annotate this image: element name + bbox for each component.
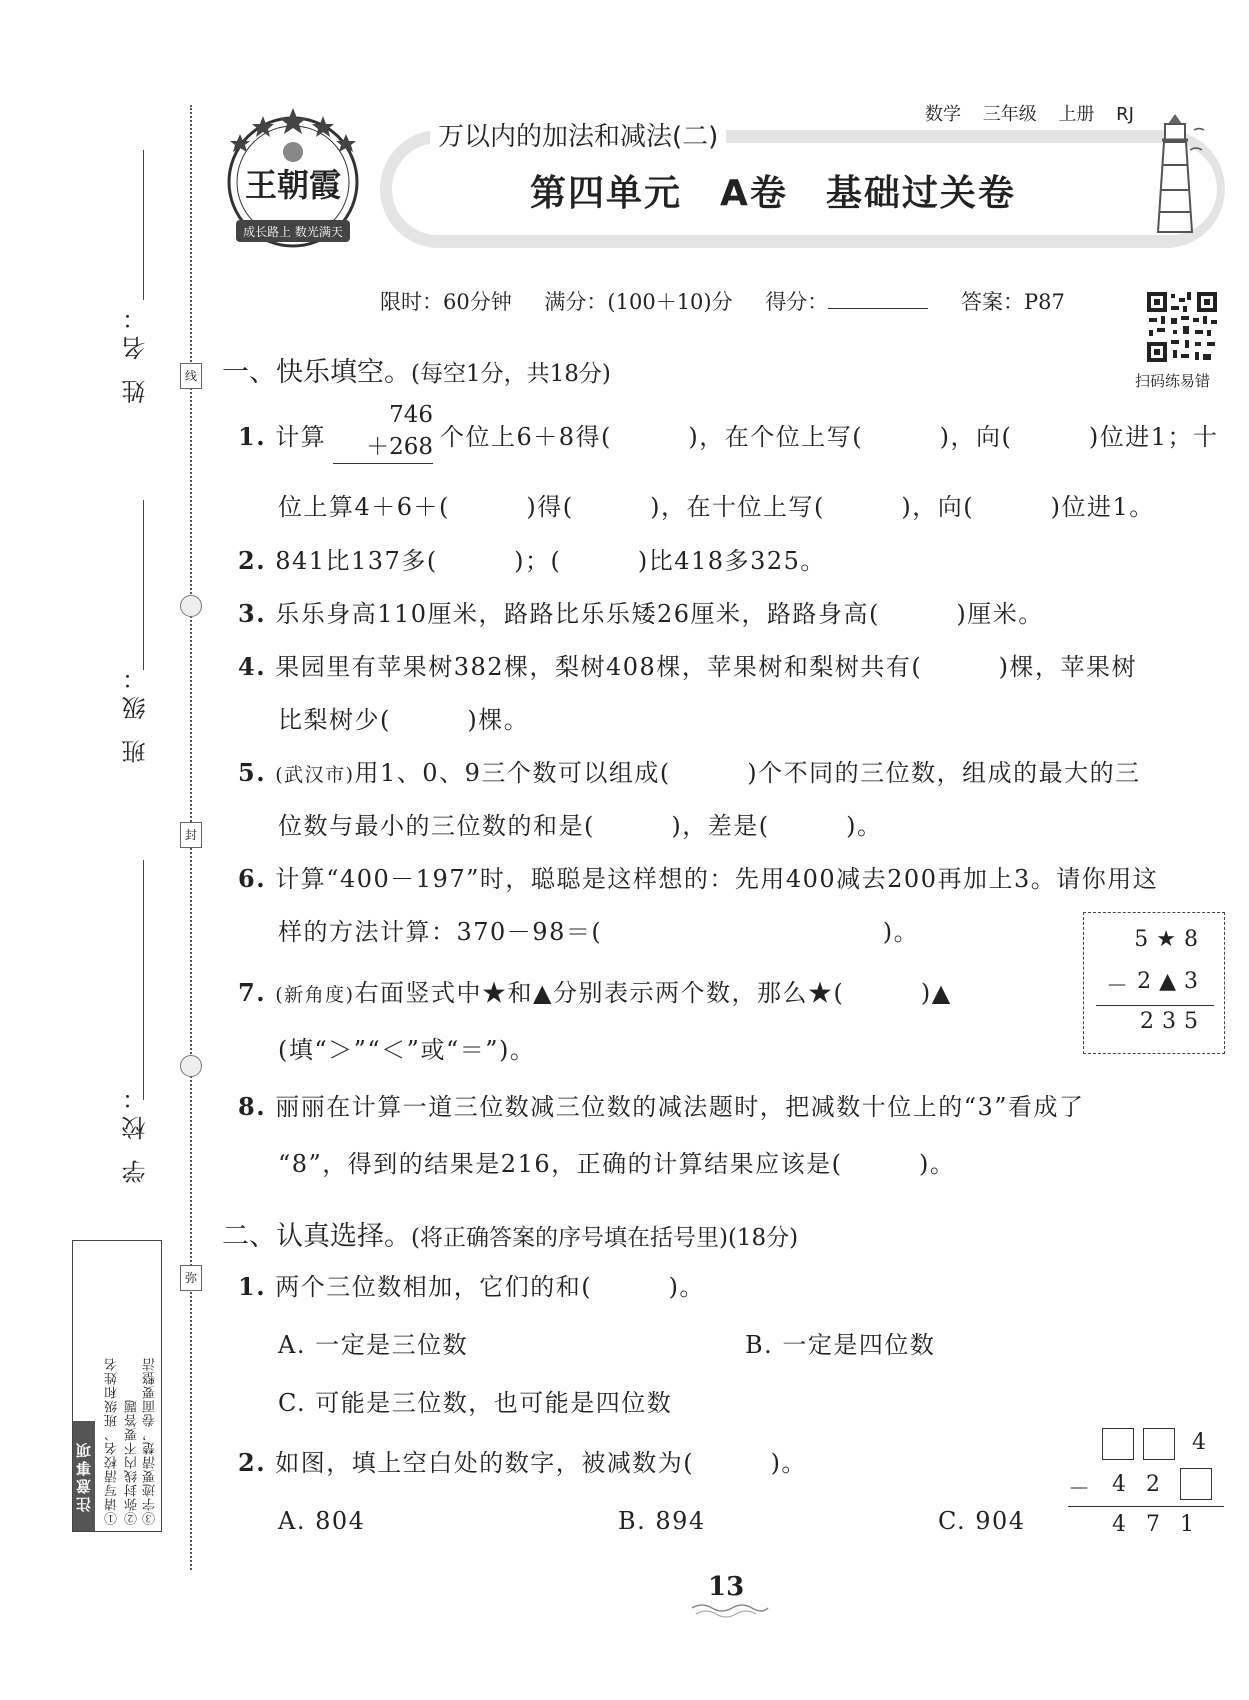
addend-top: 746 bbox=[389, 402, 433, 428]
question-1-4: 4. 果园里有苹果树382棵，梨树408棵，苹果树和梨树共有( )棵，苹果树 bbox=[238, 652, 1138, 681]
notice-item: ①请写清校名、班级和姓名 bbox=[105, 1357, 120, 1525]
question-1-2: 2. 841比137多( )；( )比418多325。 bbox=[238, 546, 826, 575]
choice-a[interactable]: A. 一定是三位数 bbox=[278, 1331, 469, 1359]
choice-c[interactable]: C. 904 bbox=[938, 1507, 1026, 1535]
q7-line2: (填“＞”“＜”或“＝”)。 bbox=[278, 1036, 536, 1064]
cut-mark-mi: 弥 bbox=[180, 1265, 202, 1291]
q8-line2: “8”，得到的结果是216，正确的计算结果应该是( )。 bbox=[278, 1150, 956, 1178]
section1-heading bbox=[222, 350, 611, 389]
class-field[interactable] bbox=[143, 500, 144, 670]
question-1-1: 1. 计算 bbox=[238, 422, 327, 451]
q7-vertical-subtraction bbox=[1083, 912, 1225, 1054]
scissors-icon bbox=[180, 1055, 202, 1077]
logo-slogan: 成长路上 数光满天 bbox=[243, 225, 343, 239]
minus-sign: － bbox=[1106, 974, 1129, 999]
score-label: 得分： bbox=[765, 290, 829, 314]
question-1-8: 8. 丽丽在计算一道三位数减三位数的减法题时，把减数十位上的“3”看成了 bbox=[238, 1092, 1085, 1121]
unit-subtitle: 万以内的加法和减法(二) bbox=[430, 116, 726, 153]
name-field[interactable] bbox=[143, 150, 144, 300]
section2-heading bbox=[222, 1214, 798, 1253]
q1-line2: 位上算4＋6＋( )得( )，在十位上写( )，向( )位进1。 bbox=[278, 493, 1155, 521]
q6-line2: 样的方法计算：370－98＝( )。 bbox=[278, 918, 920, 946]
choice-c[interactable]: C. 可能是三位数，也可能是四位数 bbox=[278, 1389, 673, 1417]
question-1-3: 3. 乐乐身高110厘米，路路比乐乐矮26厘米，路路身高( )厘米。 bbox=[238, 599, 1044, 628]
page-title: 第四单元 A卷 基础过关卷 bbox=[530, 173, 1016, 214]
question-1-5: 5. (武汉市)用1、0、9三个数可以组成( )个不同的三位数，组成的最大的三 bbox=[238, 758, 1141, 787]
question-2-2: 2. 如图，填上空白处的数字，被减数为( )。 bbox=[238, 1448, 807, 1477]
q5-tag: (武汉市) bbox=[275, 764, 355, 786]
question-2-1: 1. 两个三位数相加，它们的和( )。 bbox=[238, 1272, 705, 1301]
subtrahend: 2▲3 bbox=[1137, 969, 1206, 994]
minuend: 5★8 bbox=[1134, 927, 1206, 952]
class-label: 班 级： bbox=[122, 660, 150, 764]
difference: 235 bbox=[1140, 1009, 1206, 1034]
notice-box bbox=[72, 1240, 162, 1532]
notice-item: ②弥封线内不要答题 bbox=[125, 1399, 140, 1525]
choice-a[interactable]: A. 804 bbox=[278, 1507, 366, 1535]
blank-box[interactable] bbox=[1102, 1428, 1134, 1460]
time-limit: 限时：60分钟 bbox=[380, 290, 512, 314]
wave-decoration bbox=[690, 1600, 770, 1620]
blank-box[interactable] bbox=[1143, 1428, 1175, 1460]
full-score: 满分：(100＋10)分 bbox=[544, 290, 733, 314]
minuend-units: 4 bbox=[1192, 1430, 1206, 1455]
q1-line1: 个位上6＋8得( )，在个位上写( )，向( )位进1；十 bbox=[440, 423, 1219, 451]
section1-title: 一、快乐填空。 bbox=[222, 357, 411, 388]
page-number: 13 bbox=[708, 1572, 745, 1602]
notice-item: ③字迹要清楚，卷面要整洁 bbox=[143, 1357, 158, 1525]
section2-note: (将正确答案的序号填在括号里)(18分) bbox=[411, 1225, 799, 1251]
scissors-icon bbox=[180, 595, 202, 617]
logo-text: 王朝霞 bbox=[244, 166, 342, 204]
addend-bottom: ＋268 bbox=[366, 434, 433, 460]
blank-box[interactable] bbox=[1180, 1468, 1212, 1500]
subject-info: 数学 三年级 上册 RJ bbox=[925, 104, 1134, 125]
name-label: 姓 名： bbox=[122, 300, 150, 404]
section1-note: (每空1分，共18分) bbox=[411, 361, 611, 387]
exam-info-row bbox=[380, 286, 1091, 316]
brand-logo bbox=[218, 104, 368, 254]
answer-page: 答案：P87 bbox=[961, 290, 1065, 314]
school-field[interactable] bbox=[143, 860, 144, 1100]
question-1-6: 6. 计算“400－197”时，聪聪是这样想的：先用400减去200再加上3。请你用这 bbox=[238, 864, 1159, 893]
score-field[interactable] bbox=[828, 288, 928, 309]
vertical-addition bbox=[333, 402, 433, 464]
difference-digits: 471 bbox=[1112, 1512, 1214, 1537]
subtrahend-digits: 42 bbox=[1112, 1472, 1180, 1497]
notice-title: 注意事项 bbox=[73, 1421, 95, 1531]
lighthouse-icon bbox=[1140, 110, 1210, 240]
q7-tag: (新角度) bbox=[275, 984, 355, 1006]
choice-b[interactable]: B. 894 bbox=[618, 1507, 706, 1535]
school-label: 学 校： bbox=[122, 1080, 150, 1184]
q4-line2: 比梨树少( )棵。 bbox=[278, 706, 530, 734]
question-1-7: 7. (新角度)右面竖式中★和▲分别表示两个数，那么★( )▲ bbox=[238, 978, 952, 1007]
cut-mark-seal: 封 bbox=[180, 822, 202, 848]
qr-code-icon[interactable] bbox=[1145, 290, 1219, 364]
section2-title: 二、认真选择。 bbox=[222, 1221, 411, 1252]
q5-line2: 位数与最小的三位数的和是( )，差是( )。 bbox=[278, 812, 883, 840]
choice-b[interactable]: B. 一定是四位数 bbox=[745, 1331, 936, 1359]
qr-caption: 扫码练易错 bbox=[1135, 372, 1211, 390]
q1-pre: 计算 bbox=[275, 423, 327, 451]
minus-sign: － bbox=[1068, 1477, 1091, 1502]
cut-mark-line: 线 bbox=[180, 363, 202, 389]
